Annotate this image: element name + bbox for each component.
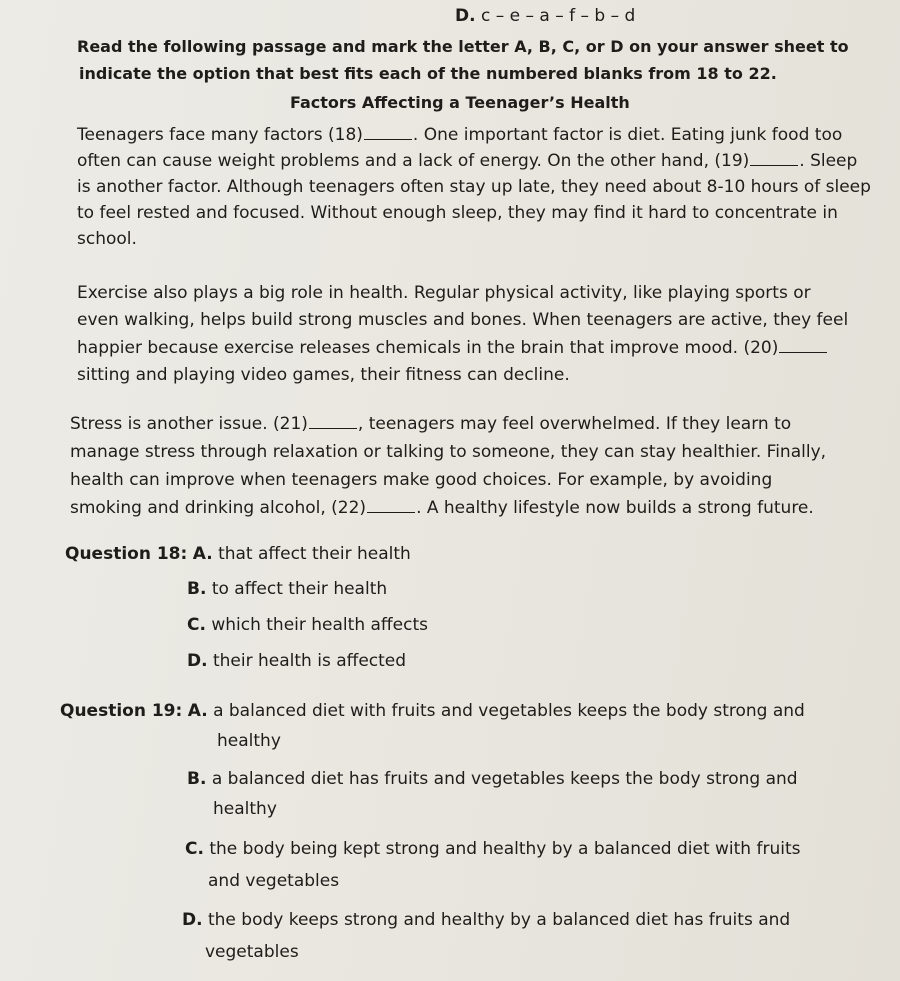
option-text: which their health affects <box>211 615 428 635</box>
option-letter: C. <box>185 839 204 859</box>
option-text: c – e – a – f – b – d <box>480 6 636 26</box>
q19-option-c-cont: and vegetables <box>208 871 340 891</box>
option-letter: D. <box>182 910 203 930</box>
question-18-label: Question 18: <box>65 544 188 564</box>
passage-p2-line-2: even walking, helps build strong muscles and bones. When teenagers are active, they feel <box>77 310 849 330</box>
text: . One important factor is diet. Eating junk food too <box>412 125 843 145</box>
option-letter: A. <box>187 701 208 721</box>
option-letter: A. <box>192 544 213 564</box>
q19-option-a[interactable] <box>60 700 805 722</box>
q18-option-c[interactable] <box>187 614 428 636</box>
option-text: the body being kept strong and healthy by a balanced diet with fruits <box>209 839 801 859</box>
q19-option-b-cont: healthy <box>213 799 277 819</box>
option-letter: B. <box>187 579 207 599</box>
option-text: a balanced diet has fruits and vegetables keeps the body strong and <box>211 769 798 789</box>
passage-p1-line-5: school. <box>77 229 137 249</box>
q19-option-a-cont: healthy <box>217 731 281 751</box>
text: , teenagers may feel overwhelmed. If they learn to <box>357 414 792 434</box>
instructions-line-2: indicate the option that best fits each of the numbered blanks from 18 to 22. <box>79 64 777 83</box>
passage-p1-line-1 <box>77 124 842 146</box>
q18-option-a[interactable] <box>65 543 411 565</box>
question-19-label: Question 19: <box>60 701 183 721</box>
option-letter: B. <box>187 769 207 789</box>
passage-title: Factors Affecting a Teenager’s Health <box>290 93 630 112</box>
passage-p1-line-4: to feel rested and focused. Without enough sleep, they may find it hard to concentrate in <box>77 203 838 223</box>
option-letter: C. <box>187 615 206 635</box>
text: often can cause weight problems and a lack of energy. On the other hand, (19) <box>77 151 750 171</box>
q19-option-c[interactable] <box>185 838 800 860</box>
passage-p2-line-4: sitting and playing video games, their fitness can decline. <box>77 365 570 385</box>
option-text: a balanced diet with fruits and vegetables keeps the body strong and <box>213 701 805 721</box>
text: Teenagers face many factors (18) <box>77 125 363 145</box>
blank-21 <box>309 414 357 429</box>
option-letter: D. <box>187 651 208 671</box>
q18-option-d[interactable] <box>187 650 406 672</box>
blank-20 <box>779 338 827 353</box>
option-text: that affect their health <box>218 544 411 564</box>
option-text: to affect their health <box>211 579 388 599</box>
passage-p3-line-4 <box>70 497 814 519</box>
passage-p3-line-3: health can improve when teenagers make good choices. For example, by avoiding <box>70 470 773 490</box>
option-letter: D. <box>455 6 476 26</box>
text: . A healthy lifestyle now builds a strong future. <box>416 498 814 518</box>
q18-option-b[interactable] <box>187 578 387 600</box>
blank-22 <box>367 498 415 513</box>
passage-p3-line-2: manage stress through relaxation or talking to someone, they can stay healthier. Finally, <box>70 442 827 462</box>
passage-p2-line-1: Exercise also plays a big role in health. Regular physical activity, like playing sports or <box>77 283 811 303</box>
passage-p2-line-3 <box>77 337 828 359</box>
previous-option-d <box>455 5 635 27</box>
passage-p3-line-1 <box>70 413 791 435</box>
text: happier because exercise releases chemicals in the brain that improve mood. (20) <box>77 338 779 358</box>
blank-18 <box>364 125 412 140</box>
text: Stress is another issue. (21) <box>70 414 308 434</box>
q19-option-d-cont: vegetables <box>205 942 299 962</box>
q19-option-d[interactable] <box>182 909 790 931</box>
text: smoking and drinking alcohol, (22) <box>70 498 367 518</box>
passage-p1-line-2 <box>77 150 857 172</box>
q19-option-b[interactable] <box>187 768 798 790</box>
instructions-line-1: Read the following passage and mark the letter A, B, C, or D on your answer sheet to <box>77 37 849 56</box>
passage-p1-line-3: is another factor. Although teenagers often stay up late, they need about 8-10 hours of sleep <box>77 177 871 197</box>
text: . Sleep <box>799 151 858 171</box>
option-text: the body keeps strong and healthy by a balanced diet has fruits and <box>207 910 791 930</box>
blank-19 <box>750 151 798 166</box>
option-text: their health is affected <box>212 651 407 671</box>
